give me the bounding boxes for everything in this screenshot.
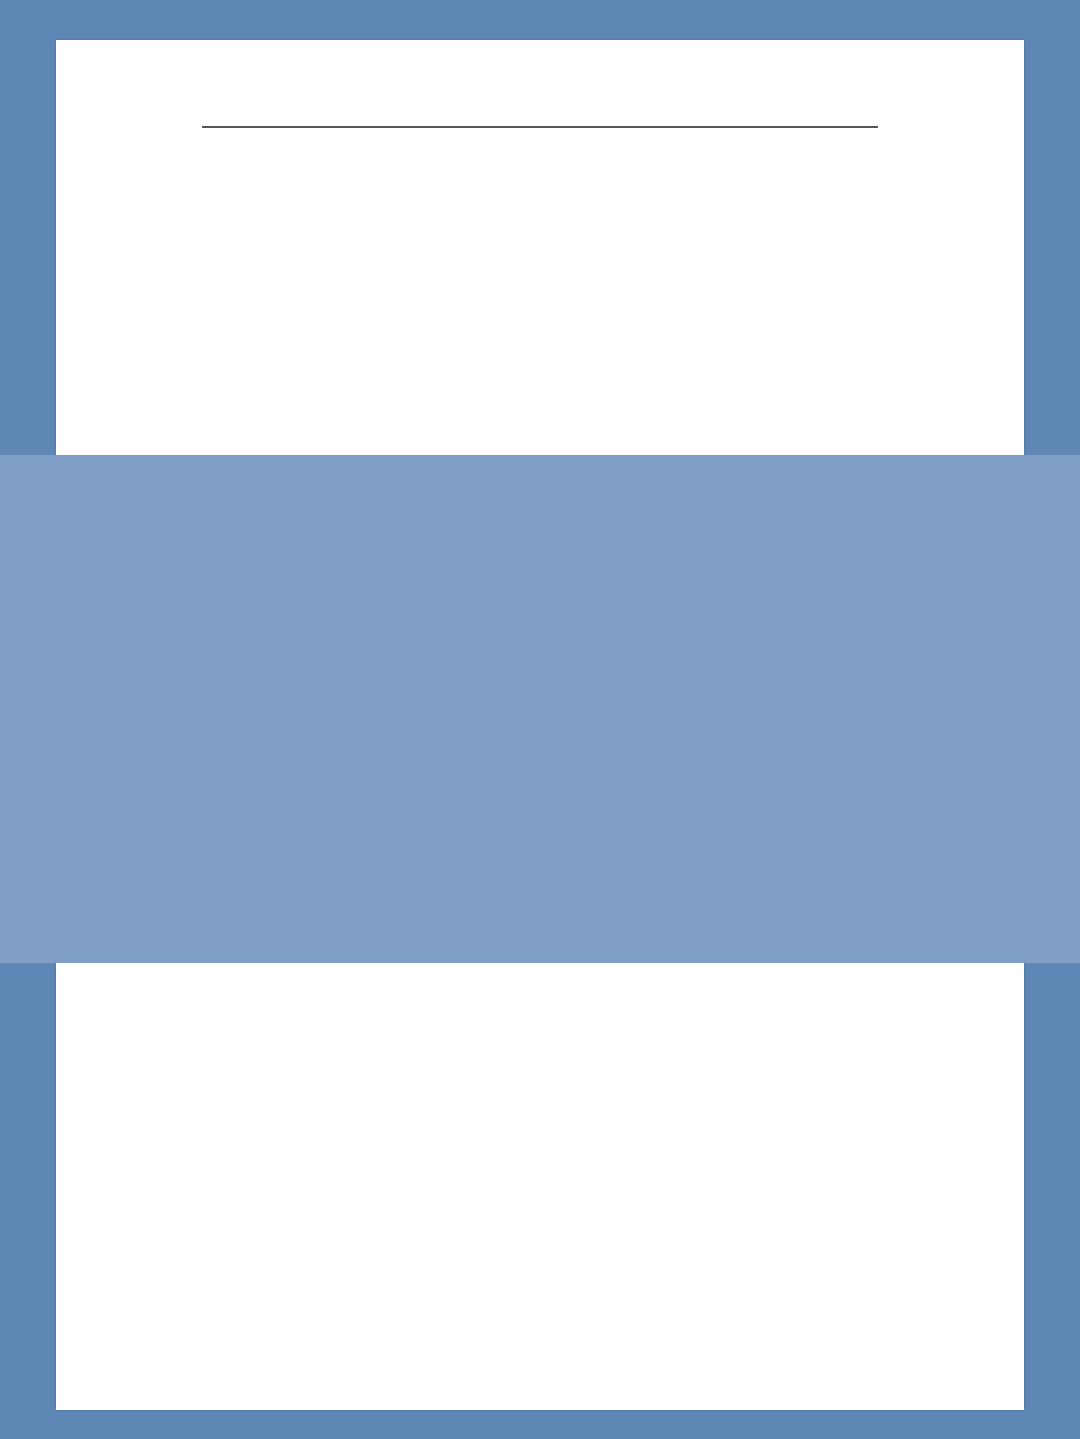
- header-rule: [202, 126, 878, 128]
- banner-band: [0, 455, 1080, 963]
